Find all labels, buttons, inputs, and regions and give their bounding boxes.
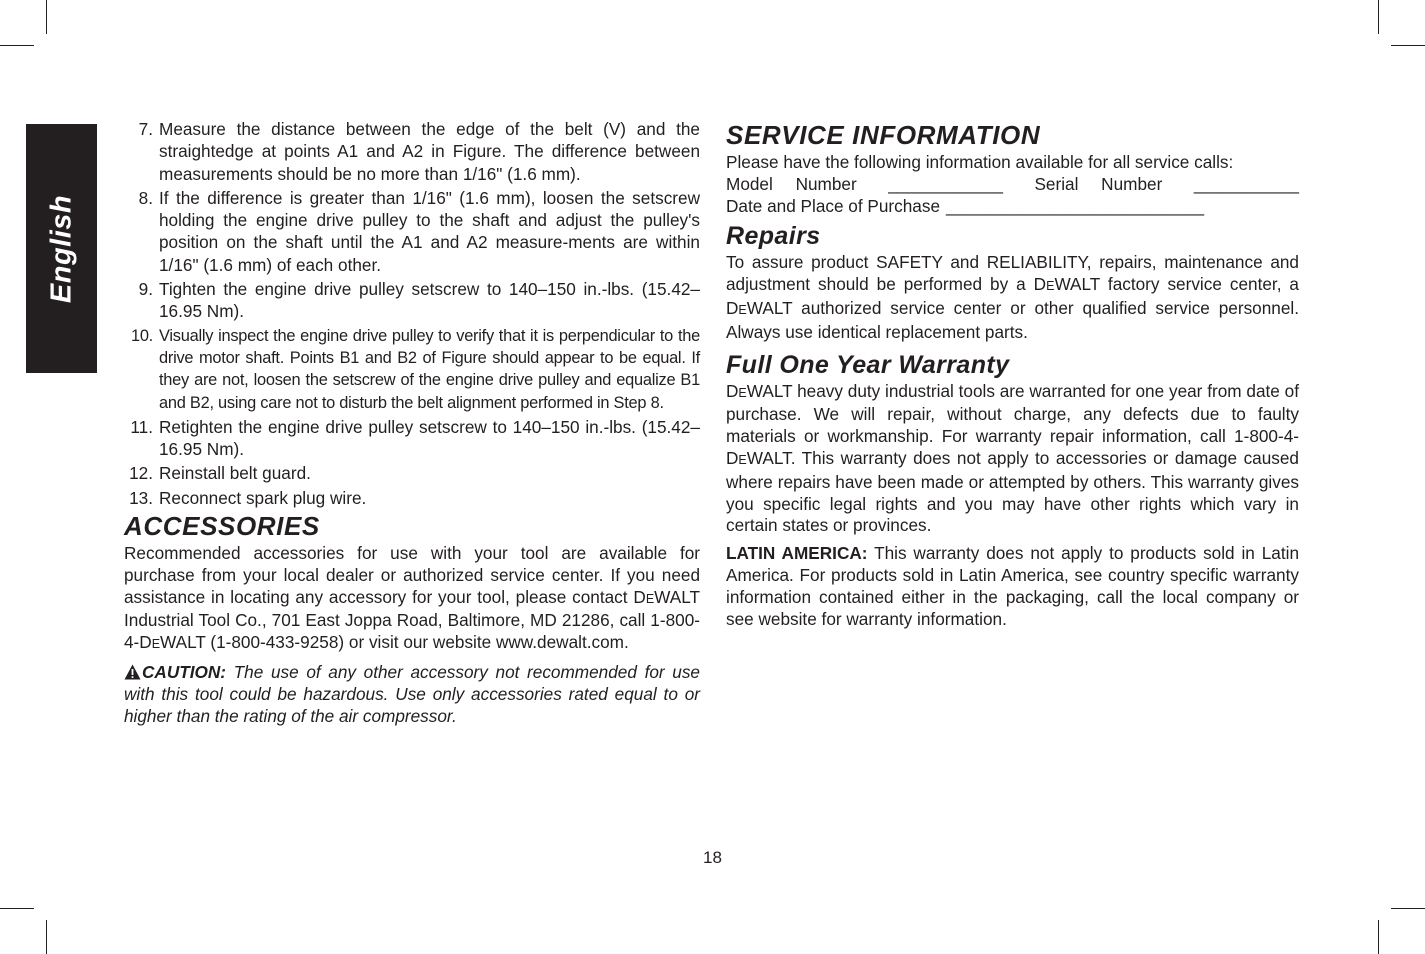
step-number: 11. bbox=[130, 416, 153, 437]
accessories-paragraph: Recommended accessories for use with your tool are available for purchase from your local dealer or authorized service center. If you need assistance in locating any accessory for your tool, please contact DEWALT Industrial Tool Co., 701 East Joppa Road, Baltimore, MD 21286, call 1-800-4-DEWALT (1-800-433-9258) or visit our website www.dewalt.com. bbox=[124, 543, 700, 653]
list-item bbox=[124, 118, 700, 185]
language-tab bbox=[26, 124, 97, 373]
list-item bbox=[124, 278, 700, 323]
latin-america-label: LATIN AMERICA: bbox=[726, 543, 868, 564]
date-place-blank: ___________________________ bbox=[946, 195, 1205, 216]
step-number: 10. bbox=[130, 326, 153, 345]
caution-paragraph bbox=[124, 662, 700, 727]
caution-text: The use of any other accessory not recommended for use with this tool could be hazardous. Use only accessories rated equal to or higher than the rating of the air compressor. bbox=[124, 662, 700, 726]
model-serial-row bbox=[726, 174, 1299, 196]
crop-mark bbox=[0, 908, 34, 909]
list-item bbox=[124, 487, 700, 509]
list-item bbox=[124, 416, 700, 461]
accessories-heading: ACCESSORIES bbox=[124, 511, 320, 542]
crop-mark bbox=[1391, 908, 1425, 909]
list-item bbox=[124, 462, 700, 484]
step-text: Visually inspect the engine drive pulley to verify that it is perpendicular to the drive motor shaft. Points B1 and B2 of Figure should appear to be equal. If they are not, loosen the setscrew of the engine drive pulley and equalize B1 and B2, using care not to disturb the belt alignment performed in Step 8. bbox=[159, 326, 700, 412]
list-item bbox=[124, 325, 700, 414]
step-text: Retighten the engine drive pulley setscrew to 140–150 in.-lbs. (15.42–16.95 Nm). bbox=[159, 416, 700, 460]
left-column bbox=[124, 118, 700, 727]
warranty-heading: Full One Year Warranty bbox=[726, 350, 1010, 379]
language-tab-label: English bbox=[45, 194, 77, 303]
step-number: 9. bbox=[138, 279, 153, 300]
step-text: If the difference is greater than 1/16" (1.6 mm), loosen the setscrew holding the engine drive pulley to the shaft and adjust the pulley's position on the shaft until the A1 and A2 measure-ments are within 1/16" (1.6 mm) of each other. bbox=[159, 187, 700, 275]
repairs-paragraph: To assure product SAFETY and RELIABILITY, repairs, maintenance and adjustment should be performed by a DEWALT factory service center, a DEWALT authorized service center or other qualified service personnel. Always use identical replacement parts. bbox=[726, 252, 1299, 342]
step-text: Measure the distance between the edge of the belt (V) and the straightedge at points A1 and A2 in Figure. The difference between measurements should be no more than 1/16" (1.6 mm). bbox=[159, 119, 700, 184]
step-number: 8. bbox=[138, 187, 153, 208]
serial-number-label: Serial Number bbox=[1034, 173, 1163, 194]
step-text: Reconnect spark plug wire. bbox=[159, 487, 367, 508]
latin-america-paragraph: LATIN AMERICA: This warranty does not apply to products sold in Latin America. For products sold in Latin America, see country specific warranty information contained either in the packaging, call the local company or see website for warranty information. bbox=[726, 543, 1299, 629]
page-number: 18 bbox=[703, 848, 722, 867]
step-number: 12. bbox=[129, 463, 153, 484]
service-intro: Please have the following information available for all service calls: bbox=[726, 152, 1234, 172]
service-information-heading: SERVICE INFORMATION bbox=[726, 120, 1041, 150]
step-text: Reinstall belt guard. bbox=[159, 463, 311, 484]
warning-triangle-icon bbox=[124, 664, 141, 680]
crop-mark bbox=[1378, 0, 1379, 34]
step-number: 13. bbox=[129, 487, 153, 508]
right-column bbox=[726, 118, 1299, 636]
caution-label: CAUTION: bbox=[142, 662, 227, 683]
date-place-row bbox=[726, 196, 1299, 218]
crop-mark bbox=[0, 45, 34, 46]
model-number-label: Model Number bbox=[726, 173, 857, 194]
crop-mark bbox=[1391, 45, 1425, 46]
step-text: Tighten the engine drive pulley setscrew to 140–150 in.-lbs. (15.42–16.95 Nm). bbox=[159, 279, 700, 322]
procedure-steps bbox=[124, 118, 700, 509]
date-place-label: Date and Place of Purchase bbox=[726, 195, 941, 216]
crop-mark bbox=[1378, 920, 1379, 954]
list-item bbox=[124, 187, 700, 276]
warranty-paragraph: DEWALT heavy duty industrial tools are warranted for one year from date of purchase. We will repair, without charge, any defects due to faulty materials or workmanship. For warranty repair information, call 1-800-4-DEWALT. This warranty does not apply to accessories or damage caused where repairs have been made or attempted by others. This warranty gives you specific legal rights and you may have other rights which vary in certain states or provinces. bbox=[726, 380, 1299, 536]
step-number: 7. bbox=[138, 119, 153, 139]
serial-number-blank: ___________ bbox=[1193, 173, 1299, 194]
repairs-heading: Repairs bbox=[726, 222, 821, 251]
crop-mark bbox=[46, 920, 47, 954]
model-number-blank: ____________ bbox=[888, 173, 1003, 194]
crop-mark bbox=[46, 0, 47, 34]
